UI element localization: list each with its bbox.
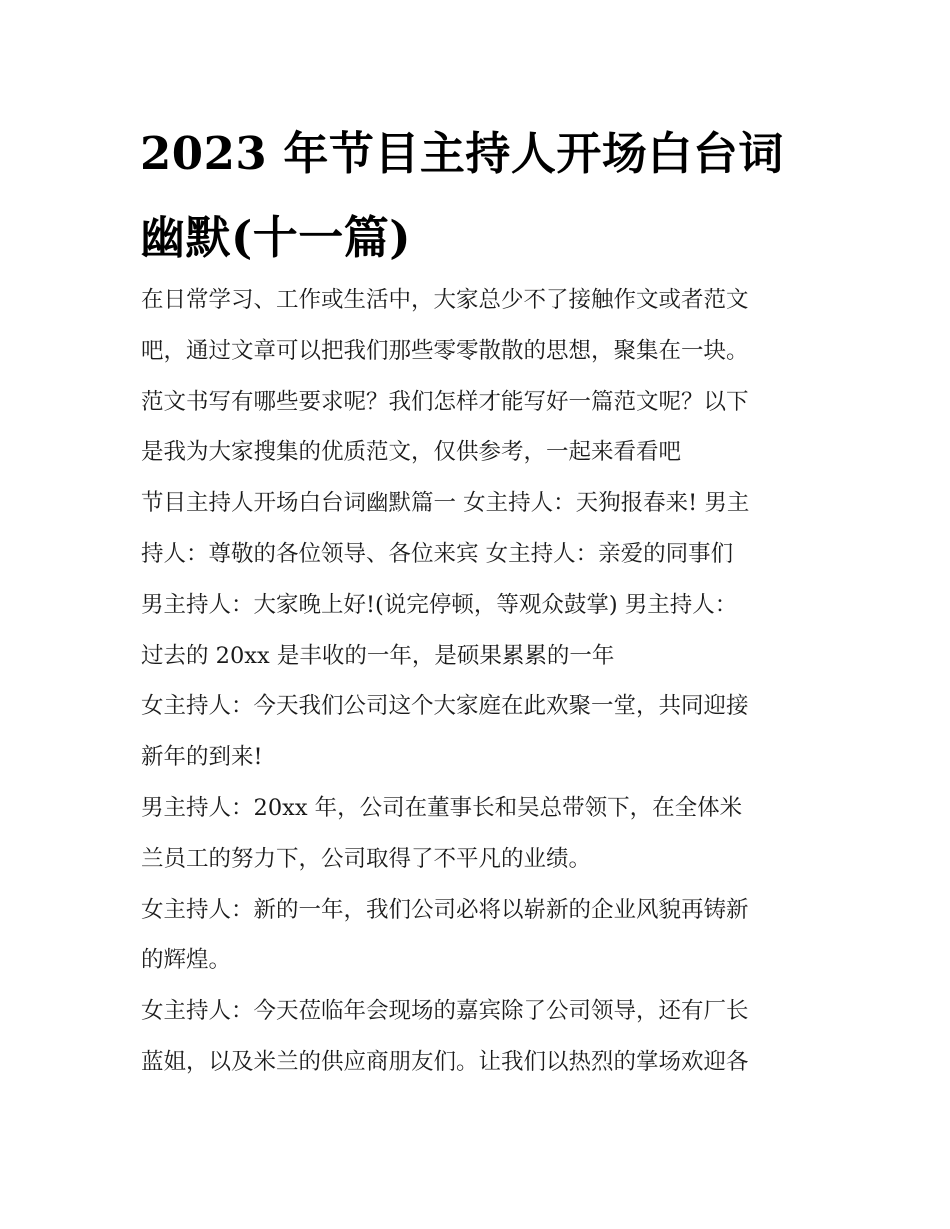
- title-line: 2023 年节目主持人开场白台词: [140, 127, 784, 180]
- text-line: 兰员工的努力下，公司取得了不平凡的业绩。: [141, 845, 592, 872]
- document-body: [141, 275, 831, 1088]
- text-line: 节目主持人开场白台词幽默篇一 女主持人：天狗报春来! 男主: [141, 490, 750, 517]
- text-line: 是我为大家搜集的优质范文，仅供参考，一起来看看吧: [141, 439, 682, 466]
- text-line: 女主持人：新的一年，我们公司必将以崭新的企业风貌再铸新: [141, 896, 749, 923]
- text-line: 范文书写有哪些要求呢？我们怎样才能写好一篇范文呢？以下: [141, 388, 749, 415]
- paragraph-intro: [141, 275, 831, 478]
- text-line: 吧，通过文章可以把我们那些零零散散的思想，聚集在一块。: [141, 337, 749, 364]
- text-line: 的辉煌。: [141, 947, 232, 974]
- paragraph-female-host-2: [141, 885, 831, 987]
- paragraph-section-one: [141, 478, 831, 681]
- text-line: 过去的 20xx 是丰收的一年，是硕果累累的一年: [141, 642, 615, 669]
- text-line: 女主持人：今天莅临年会现场的嘉宾除了公司领导，还有厂长: [141, 998, 749, 1025]
- text-line: 新年的到来!: [141, 744, 263, 771]
- paragraph-female-host-3: [141, 986, 831, 1088]
- paragraph-male-host-1: [141, 783, 831, 885]
- title-line: 幽默(十一篇): [140, 211, 412, 264]
- paragraph-female-host-1: [141, 681, 831, 783]
- text-line: 男主持人：20xx 年，公司在董事长和吴总带领下，在全体米: [141, 794, 743, 821]
- text-line: 女主持人：今天我们公司这个大家庭在此欢聚一堂，共同迎接: [141, 693, 749, 720]
- document-title: [140, 112, 820, 280]
- text-line: 持人：尊敬的各位领导、各位来宾 女主持人：亲爱的同事们: [141, 540, 734, 567]
- text-line: 蓝姐，以及米兰的供应商朋友们。让我们以热烈的掌场欢迎各: [141, 1048, 749, 1075]
- text-line: 男主持人：大家晚上好!(说完停顿，等观众鼓掌) 男主持人：: [141, 591, 738, 618]
- text-line: 在日常学习、工作或生活中，大家总少不了接触作文或者范文: [141, 287, 749, 313]
